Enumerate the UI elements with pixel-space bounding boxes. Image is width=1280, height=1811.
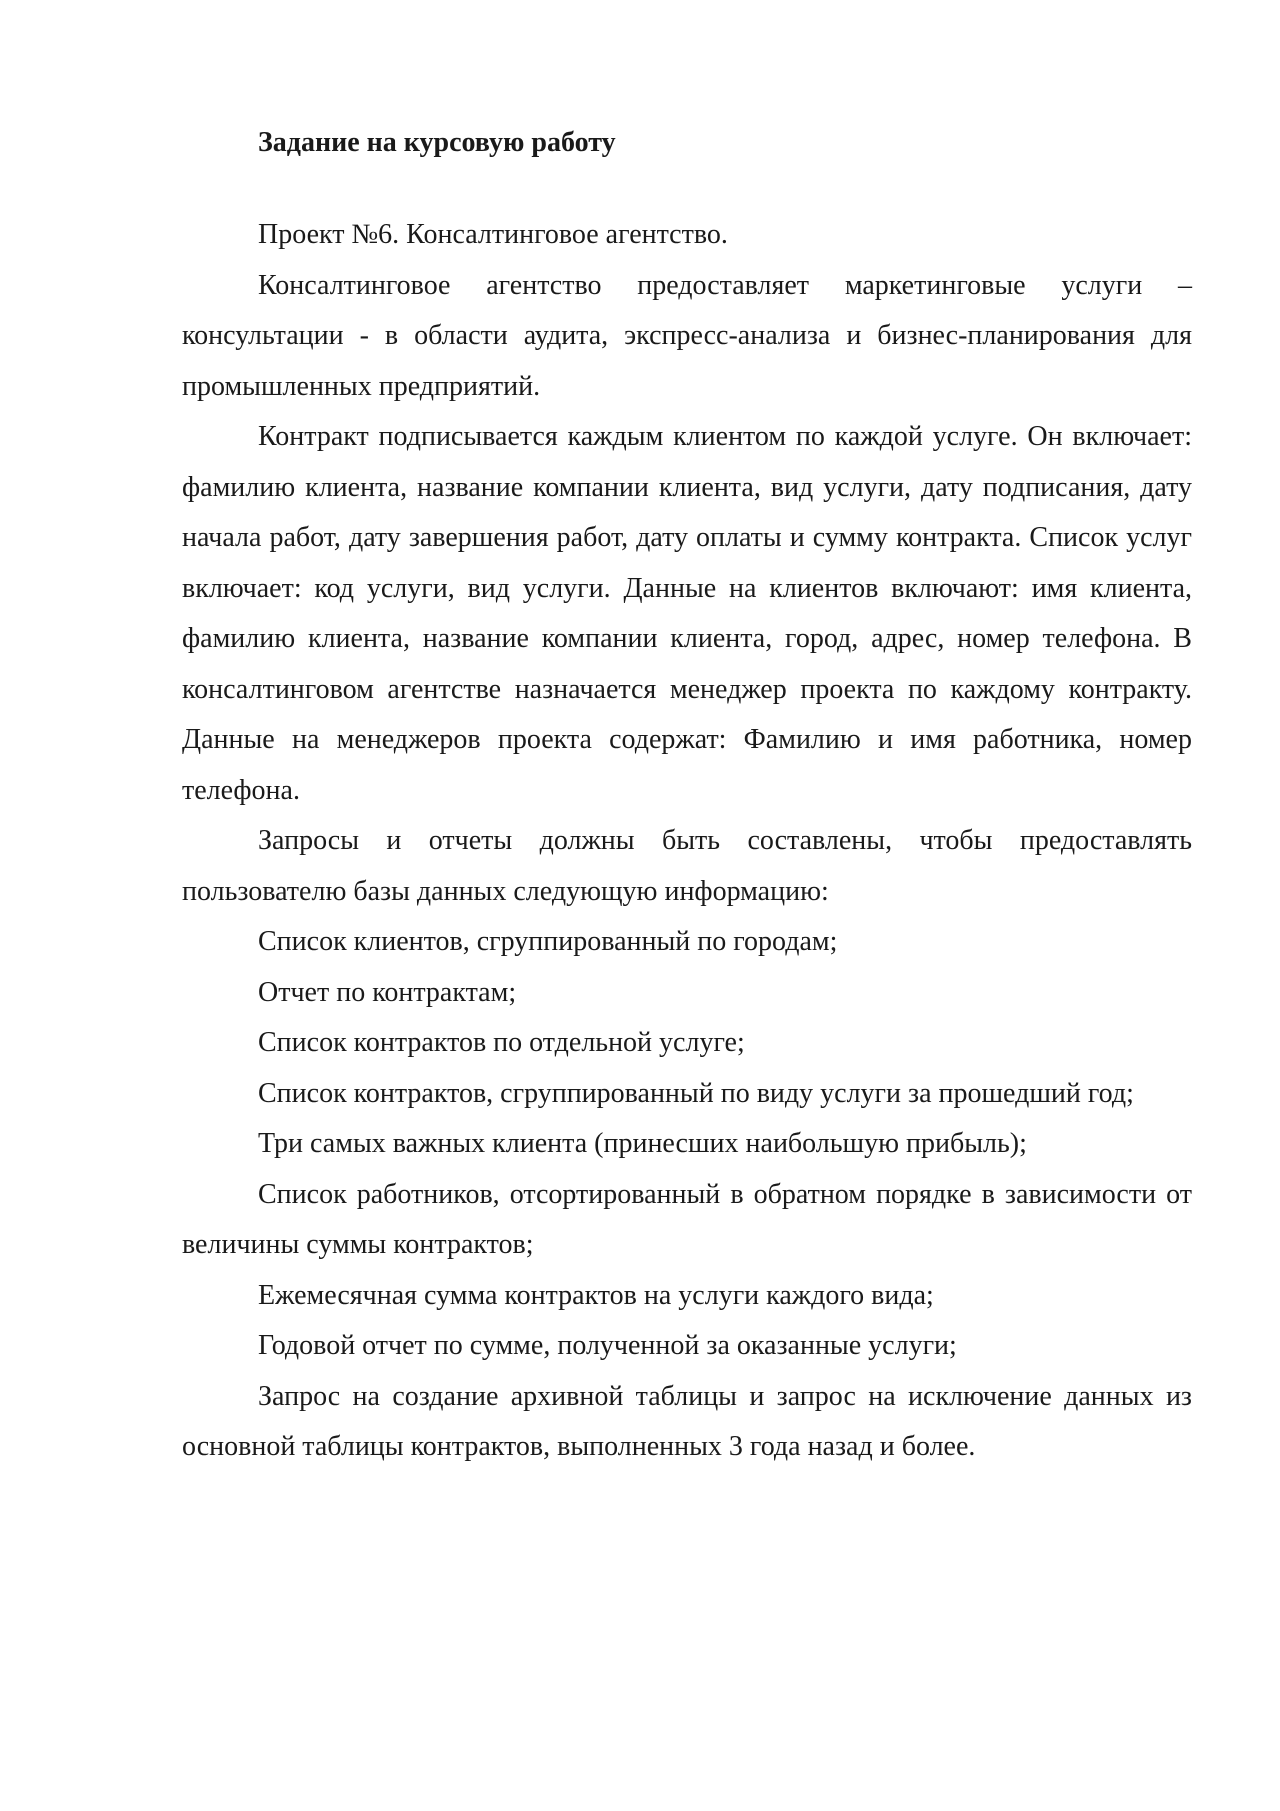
queries-intro: Запросы и отчеты должны быть составлены, чтобы предоставлять пользователю базы данных следующую информацию: [182, 825, 1192, 907]
document-body [182, 118, 1192, 1473]
requirement-item: Годовой отчет по сумме, полученной за оказанные услуги; [258, 1330, 957, 1361]
agency-description: Консалтинговое агентство предоставляет маркетинговые услуги – консультации - в области аудита, экспресс-анализа и бизнес-планирования для промышленных предприятий. [182, 269, 1192, 402]
requirement-item: Список клиентов, сгруппированный по городам; [258, 926, 838, 957]
requirement-item: Список контрактов по отдельной услуге; [258, 1027, 745, 1058]
requirement-item: Список работников, отсортированный в обратном порядке в зависимости от величины суммы контрактов; [182, 1178, 1192, 1260]
project-heading: Проект №6. Консалтинговое агентство. [258, 219, 728, 250]
requirement-item: Три самых важных клиента (принесших наибольшую прибыль); [258, 1128, 1027, 1159]
requirement-item: Список контрактов, сгруппированный по виду услуги за прошедший год; [258, 1077, 1134, 1109]
document-title: Задание на курсовую работу [258, 127, 616, 158]
requirement-item: Ежемесячная сумма контрактов на услуги каждого вида; [258, 1279, 934, 1311]
requirement-item: Запрос на создание архивной таблицы и запрос на исключение данных из основной таблицы контрактов, выполненных 3 года назад и более. [182, 1380, 1192, 1462]
contract-description: Контракт подписывается каждым клиентом по каждой услуге. Он включает: фамилию клиента, название компании клиента, вид услуги, дату подписания, дату начала работ, дату завершения работ, дату оплаты и сумму контракта. Список услуг включает: код услуги, вид услуги. Данные на клиентов включают: имя клиента, фамилию клиента, название компании клиента, город, адрес, номер телефона. В консалтинговом агентстве назначается менеджер проекта по каждому контракту. Данные на менеджеров проекта содержат: Фамилию и имя работника, номер телефона. [182, 421, 1192, 806]
requirement-item: Отчет по контрактам; [258, 976, 517, 1008]
